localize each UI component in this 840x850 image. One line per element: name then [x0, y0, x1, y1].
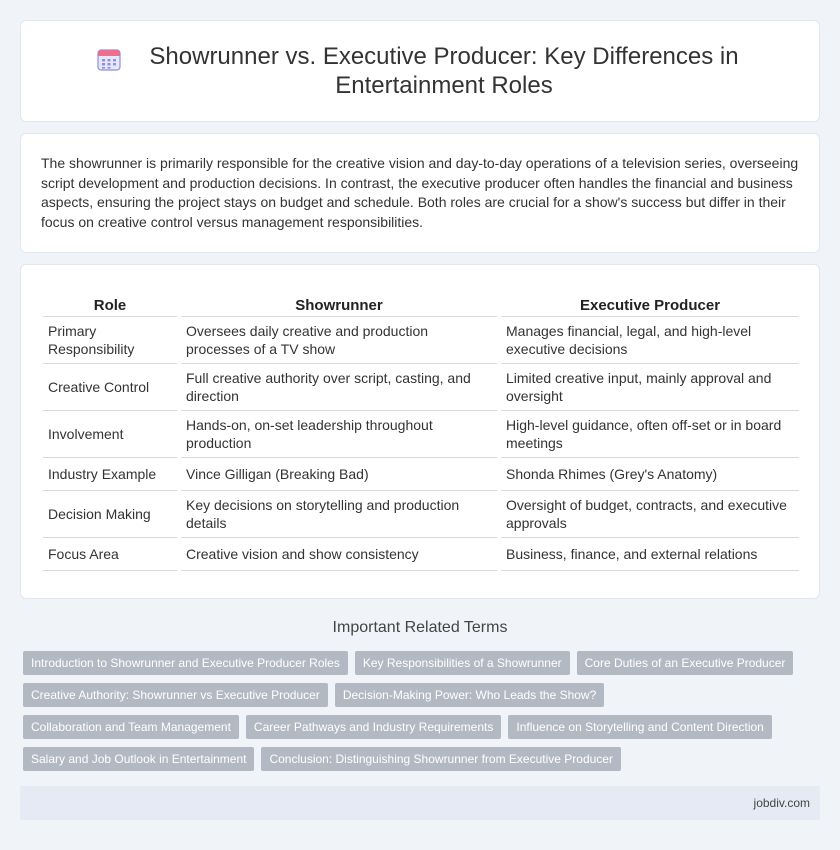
- related-term-tag[interactable]: Salary and Job Outlook in Entertainment: [23, 747, 254, 771]
- intro-text: The showrunner is primarily responsible for the creative vision and day-to-day operations of a television series, overseeing script development and production decisions. In contrast, the executive producer often handles the financial and business aspects, ensuring the project stays on budget and schedule. Both roles are crucial for a show's success but differ in their focus on creative control versus management responsibilities.: [41, 155, 799, 230]
- calendar-icon: [96, 46, 122, 72]
- cell-role: Decision Making: [43, 491, 177, 538]
- cell-showrunner: Oversees daily creative and production processes of a TV show: [181, 317, 497, 364]
- tag-row: [23, 715, 823, 739]
- related-terms-list: [23, 651, 823, 779]
- cell-executive-producer: Limited creative input, mainly approval and oversight: [501, 364, 799, 411]
- table-row: [43, 411, 799, 458]
- related-term-tag[interactable]: Influence on Storytelling and Content Direction: [508, 715, 771, 739]
- footer: [20, 786, 820, 820]
- related-term-tag[interactable]: Introduction to Showrunner and Executive Producer Roles: [23, 651, 348, 675]
- cell-role: Industry Example: [43, 458, 177, 491]
- header-card: [20, 20, 820, 122]
- cell-executive-producer: Manages financial, legal, and high-level executive decisions: [501, 317, 799, 364]
- related-term-tag[interactable]: Core Duties of an Executive Producer: [577, 651, 794, 675]
- related-term-tag[interactable]: Creative Authority: Showrunner vs Executive Producer: [23, 683, 328, 707]
- related-term-tag[interactable]: Collaboration and Team Management: [23, 715, 239, 739]
- table-header-row: [43, 295, 799, 317]
- cell-showrunner: Vince Gilligan (Breaking Bad): [181, 458, 497, 491]
- table-row: [43, 317, 799, 364]
- table-row: [43, 458, 799, 491]
- related-term-tag[interactable]: Decision-Making Power: Who Leads the Show?: [335, 683, 604, 707]
- cell-executive-producer: High-level guidance, often off-set or in board meetings: [501, 411, 799, 458]
- cell-role: Involvement: [43, 411, 177, 458]
- cell-showrunner: Creative vision and show consistency: [181, 538, 497, 571]
- header-showrunner: Showrunner: [181, 295, 497, 317]
- page-title: Showrunner vs. Executive Producer: Key Differences in Entertainment Roles: [149, 43, 739, 99]
- table-row: [43, 538, 799, 571]
- header-executive-producer: Executive Producer: [501, 295, 799, 317]
- related-term-tag[interactable]: Conclusion: Distinguishing Showrunner from Executive Producer: [261, 747, 621, 771]
- footer-site-link[interactable]: jobdiv.com: [753, 796, 810, 810]
- cell-executive-producer: Business, finance, and external relations: [501, 538, 799, 571]
- comparison-card: [20, 264, 820, 599]
- comparison-table: [43, 295, 799, 571]
- intro-card: [20, 133, 820, 253]
- cell-showrunner: Key decisions on storytelling and production details: [181, 491, 497, 538]
- header-role: Role: [43, 295, 177, 317]
- cell-role: Focus Area: [43, 538, 177, 571]
- cell-role: Primary Responsibility: [43, 317, 177, 364]
- cell-showrunner: Full creative authority over script, casting, and direction: [181, 364, 497, 411]
- related-term-tag[interactable]: Key Responsibilities of a Showrunner: [355, 651, 570, 675]
- tag-row: [23, 747, 823, 771]
- tag-row: [23, 651, 823, 675]
- cell-executive-producer: Shonda Rhimes (Grey's Anatomy): [501, 458, 799, 491]
- cell-role: Creative Control: [43, 364, 177, 411]
- table-row: [43, 491, 799, 538]
- cell-executive-producer: Oversight of budget, contracts, and executive approvals: [501, 491, 799, 538]
- table-row: [43, 364, 799, 411]
- tag-row: [23, 683, 823, 707]
- related-terms-title: Important Related Terms: [332, 619, 508, 636]
- related-term-tag[interactable]: Career Pathways and Industry Requirements: [246, 715, 501, 739]
- cell-showrunner: Hands-on, on-set leadership throughout production: [181, 411, 497, 458]
